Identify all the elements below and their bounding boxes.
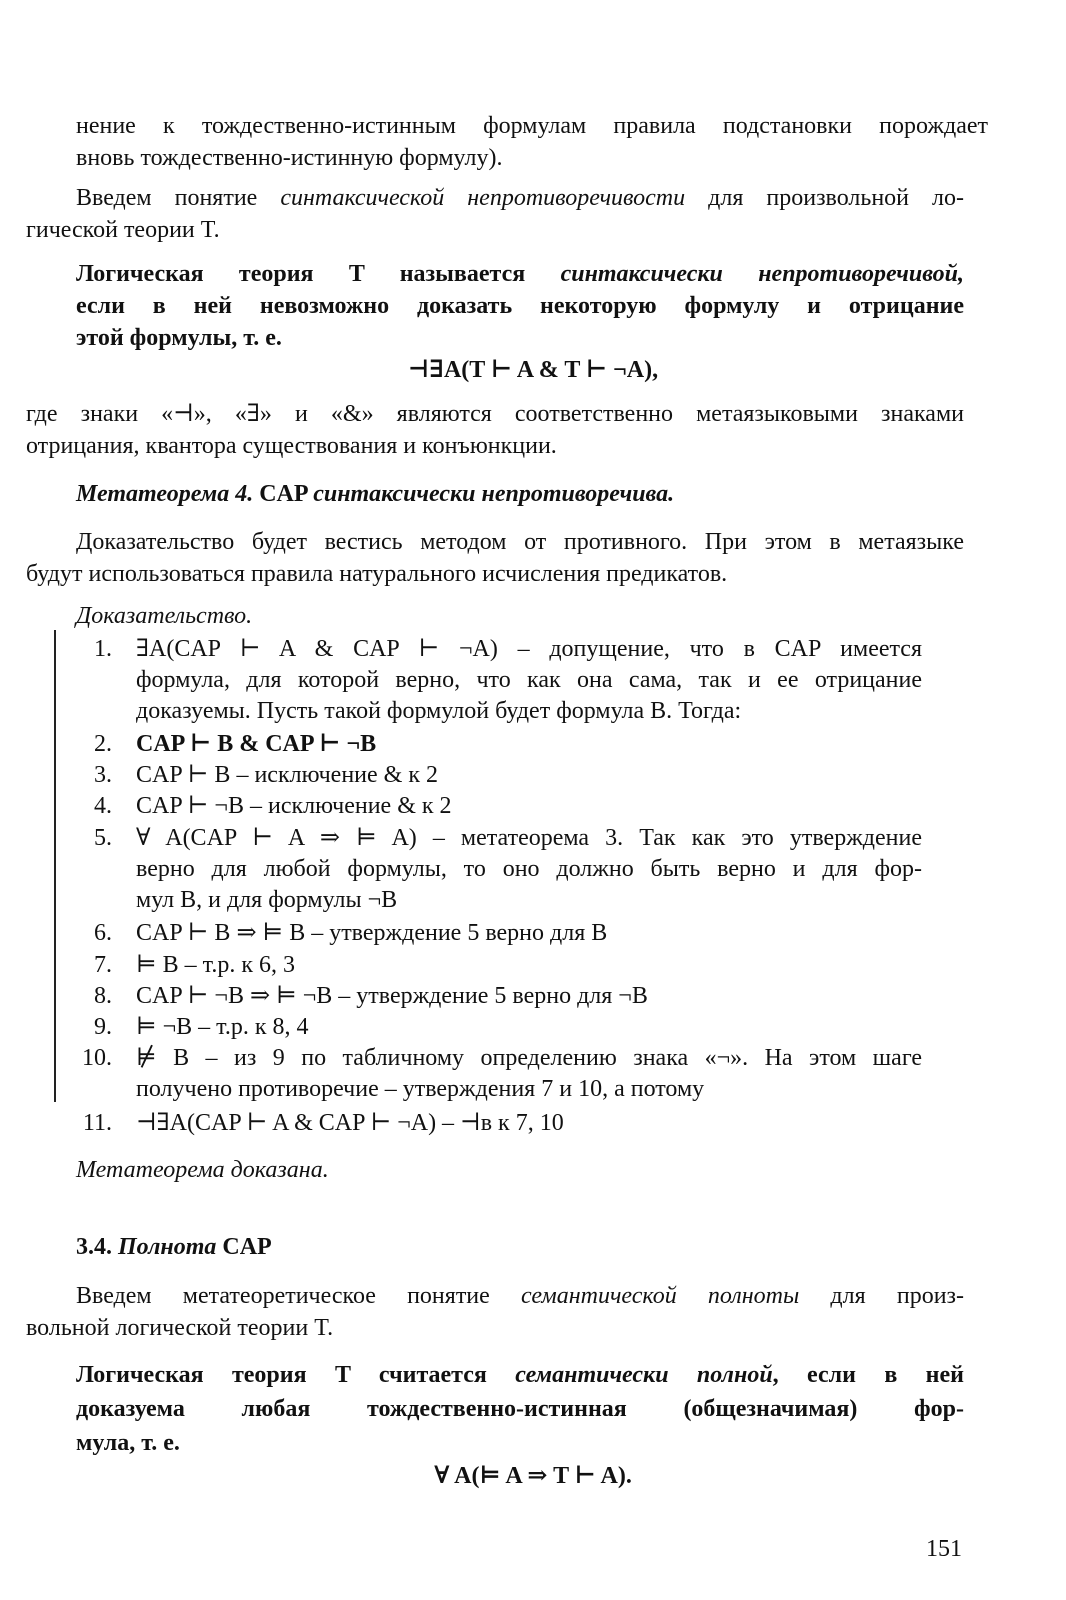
proof-vertical-bar: [54, 630, 56, 1102]
completeness-def-line2: доказуема любая тождественно-истинная (общезначимая) фор-: [76, 1396, 964, 1422]
intro-line-1: нение к тождественно-истинным формулам правила подстановки порождает: [76, 113, 988, 139]
completeness-intro-line2: вольной логической теории T.: [26, 1315, 334, 1341]
section-heading: [76, 1234, 272, 1261]
proof-label: Доказательство.: [76, 603, 253, 629]
book-page: нение к тождественно-истинным формулам правила подстановки порождает вновь тождественно-истинную формулу). Введем понятие синтаксической непротиворечивости для произвольной ло- гической теории T. Логическая теория T называется синтаксически непротиворечивой, если в ней невозможно доказать некоторую формулу и отрицание этой формулы, т. е. ⊣∃A(T ⊢ A & T ⊢ ¬A), где знаки «⊣», «∃» и «&» являются соответственно метаязыковыми знаками отрицания, квантора существования и конъюнкции. Метатеорема 4. CAP синтаксически непротиворечива. Доказательство будет вестись методом от противного. При этом в метаязыке будут использоваться правила натурального исчисления предикатов. Доказательство. 1. ∃A(CAP ⊢ A & CAP ⊢ ¬A) – допущение, что в CAP имеется формула, для которой верно, что как она сама, так и ее отрицание доказуемы. Пусть такой формулой будет формула B. Тогда: 2. CAP ⊢ B & CAP ⊢ ¬B 3. CAP ⊢ B – исключение & к 2 4. CAP ⊢ ¬B – исключение & к 2 5. ∀ A(CAP ⊢ A ⇒ ⊨ A) – метатеорема 3. Так как это утверждение верно для любой формулы, то оно должно быть верно и для фор- мул B, и для формулы ¬B 6. CAP ⊢ B ⇒ ⊨ B – утверждение 5 верно для B 7. ⊨ B – т.р. к 6, 3 8. CAP ⊢ ¬B ⇒ ⊨ ¬B – утверждение 5 верно для ¬B 9. ⊨ ¬B – т.р. к 8, 4 10. ⊭ B – из 9 по табличному определению знака «¬». На этом шаге получено противоречие – утверждения 7 и 10, а потому 11. ⊣∃A(CAP ⊢ A & CAP ⊢ ¬A) – ⊣в к 7, 10 Метатеорема доказана. 3.4. Полнота CAP Введем метатеоретическое понятие семантической полноты для произ- вольной логической теории T. Логическая теория T считается семантически полной, если в ней доказуема любая тождественно-истинная (общезначимая) фор- мула, т. е. ∀ A(⊨ A ⇒ T ⊢ A). 151: [0, 0, 1066, 1600]
signs-note-line2: отрицания, квантора существования и конъюнкции.: [26, 433, 557, 459]
signs-note: [26, 398, 964, 462]
consistency-intro-line2: гической теории T.: [26, 217, 220, 243]
metatheorem-label: Метатеорема 4.: [76, 481, 254, 507]
signs-note-line1: где знаки «⊣», «∃» и «&» являются соответственно метаязыковыми знаками: [26, 401, 964, 427]
consistency-intro: Введем понятие синтаксической непротиворечивости для произвольной ло-: [76, 185, 965, 211]
completeness-definition: Логическая теория T считается семантически полной, если в ней доказуема любая тождественно-истинная (общезначимая) фор- мула, т. е.: [76, 1358, 964, 1460]
metatheorem-claim: синтаксически непротиворечива.: [313, 481, 675, 507]
consistency-def-line3: этой формулы, т. е.: [76, 325, 282, 351]
section-subject: CAP: [216, 1234, 272, 1260]
consistency-formula: ⊣∃A(T ⊢ A & T ⊢ ¬A),: [407, 357, 659, 383]
step-number: 10.: [82, 1045, 112, 1071]
step-number: 4.: [94, 793, 112, 819]
proof-method: [76, 526, 964, 558]
completeness-def-term: семантически полной: [515, 1362, 773, 1388]
intro-paragraph: [76, 110, 988, 174]
page-number: 151: [926, 1536, 962, 1562]
step-number: 3.: [94, 762, 112, 788]
step-number: 7.: [94, 952, 112, 978]
step-number: 2.: [94, 731, 112, 757]
consistency-definition: Логическая теория T называется синтаксически непротиворечивой, если в ней невозможно доказать некоторую формулу и отрицание этой формулы, т. е.: [76, 258, 964, 354]
step-number: 8.: [94, 983, 112, 1009]
consistency-term: синтаксической непротиворечивости: [280, 185, 686, 211]
completeness-formula: ∀ A(⊨ A ⇒ T ⊢ A).: [434, 1463, 632, 1489]
section-number: 3.4.: [76, 1234, 112, 1260]
step-number: 9.: [94, 1014, 112, 1040]
proof-method-line2: будут использоваться правила натурального исчисления предикатов.: [26, 561, 728, 587]
metatheorem-subject: CAP: [253, 481, 314, 507]
section-title: Полнота: [118, 1234, 217, 1260]
consistency-def-line2: если в ней невозможно доказать некоторую формулу и отрицание: [76, 293, 964, 319]
proof-end: Метатеорема доказана.: [76, 1157, 329, 1183]
consistency-def-term: синтаксически непротиворечивой,: [560, 261, 964, 287]
intro-line-2: вновь тождественно-истинную формулу).: [76, 145, 503, 171]
metatheorem-4: [76, 478, 988, 510]
step-number: 1.: [94, 636, 112, 662]
completeness-def-line3: мула, т. е.: [76, 1430, 180, 1456]
step-number: 11.: [82, 1110, 112, 1136]
step-number: 6.: [94, 920, 112, 946]
completeness-intro: Введем метатеоретическое понятие семантической полноты для произ-: [76, 1283, 965, 1309]
completeness-term: семантической полноты: [521, 1283, 800, 1309]
step-number: 5.: [94, 825, 112, 851]
proof-method-line1: Доказательство будет вестись методом от противного. При этом в метаязыке: [76, 529, 964, 555]
